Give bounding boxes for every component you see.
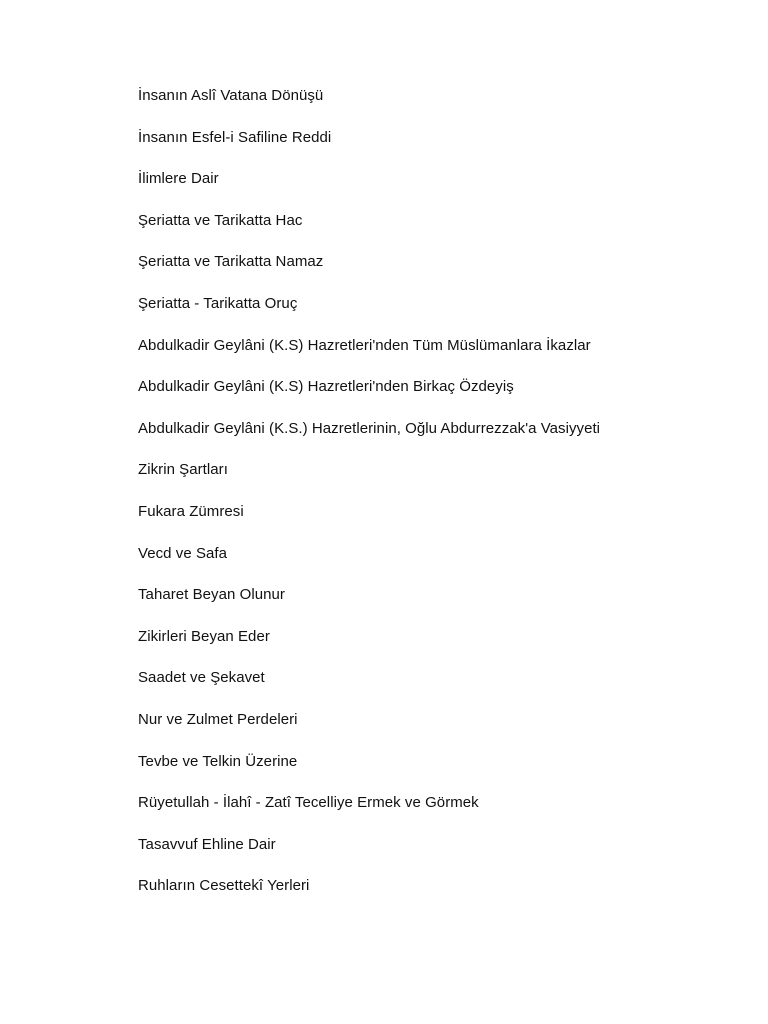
list-item: Ruhların Cesettekî Yerleri [138,877,310,895]
topic-list [138,86,600,918]
list-item: Nur ve Zulmet Perdeleri [138,710,298,728]
list-item: Zikrin Şartları [138,461,228,479]
list-item: Zikirleri Beyan Eder [138,627,270,645]
list-item: Şeriatta ve Tarikatta Namaz [138,253,324,271]
list-item: Şeriatta ve Tarikatta Hac [138,211,303,229]
list-item: Abdulkadir Geylâni (K.S.) Hazretlerinin, Oğlu Abdurrezzak'a Vasiyyeti [138,419,601,437]
list-item: Şeriatta - Tarikatta Oruç [138,294,298,312]
list-item: Fukara Zümresi [138,502,244,520]
list-item: İnsanın Esfel-i Safiline Reddi [138,128,332,146]
list-item: Abdulkadir Geylâni (K.S) Hazretleri'nden Tüm Müslümanlara İkazlar [138,336,591,354]
list-item: İnsanın Aslî Vatana Dönüşü [138,87,324,104]
list-item: Abdulkadir Geylâni (K.S) Hazretleri'nden Birkaç Özdeyiş [138,378,514,396]
list-item: Tasavvuf Ehline Dair [138,835,276,853]
list-item: İlimlere Dair [138,170,219,188]
list-item: Tevbe ve Telkin Üzerine [138,752,298,770]
list-item: Vecd ve Safa [138,544,227,562]
list-item: Saadet ve Şekavet [138,669,265,687]
list-item: Taharet Beyan Olunur [138,586,285,604]
list-item: Rüyetullah - İlahî - Zatî Tecelliye Ermek ve Görmek [138,794,479,812]
